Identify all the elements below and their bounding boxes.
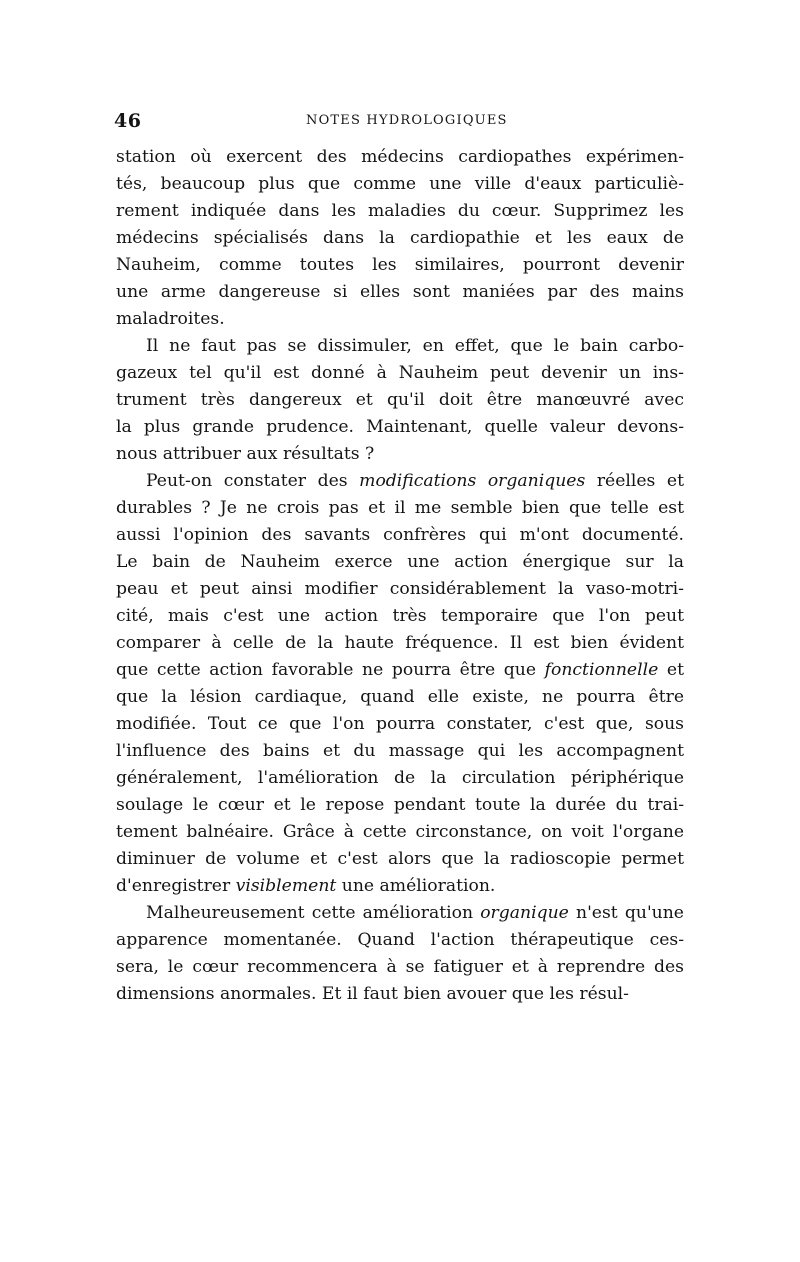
text-line: aussi l'opinion des savants confrères qui m'ont documenté. — [116, 525, 684, 545]
paragraph — [116, 333, 684, 468]
text-line: l'influence des bains et du massage qui les accompagnent — [116, 741, 684, 761]
body-text — [116, 144, 684, 1008]
italic-text: organique — [480, 903, 569, 923]
text-line: gazeux tel qu'il est donné à Nauheim peut devenir un ins- — [116, 363, 684, 383]
italic-text: modifications organiques — [359, 471, 586, 491]
text-line: la plus grande prudence. Maintenant, quelle valeur devons- — [116, 417, 684, 437]
text-run: d'enregistrer — [116, 876, 236, 896]
text-line — [116, 468, 684, 495]
text-run: Malheureusement cette amélioration — [146, 903, 481, 923]
page-header — [114, 110, 694, 134]
text-run: que cette action favorable ne pourra être que — [116, 660, 545, 680]
paragraph — [116, 144, 684, 333]
text-line: Nauheim, comme toutes les similaires, pourront devenir — [116, 255, 684, 275]
text-run: n'est qu'une — [568, 903, 684, 923]
text-line: diminuer de volume et c'est alors que la radioscopie permet — [116, 849, 684, 869]
text-line: une arme dangereuse si elles sont maniées par des mains — [116, 282, 684, 302]
text-line: sera, le cœur recommencera à se fatiguer et à reprendre des — [116, 957, 684, 977]
running-title: NOTES HYDROLOGIQUES — [306, 113, 508, 128]
text-line: trument très dangereux et qu'il doit être manœuvré avec — [116, 390, 684, 410]
text-line: rement indiquée dans les maladies du cœur. Supprimez les — [116, 201, 684, 221]
text-line: dimensions anormales. Et il faut bien avouer que les résul- — [116, 984, 629, 1004]
text-line: cité, mais c'est une action très temporaire que l'on peut — [116, 606, 684, 626]
text-line: durables ? Je ne crois pas et il me semble bien que telle est — [116, 498, 684, 518]
paragraph — [116, 900, 684, 1008]
page-number: 46 — [114, 110, 142, 132]
text-line — [116, 873, 684, 900]
text-line: tés, beaucoup plus que comme une ville d'eaux particuliè- — [116, 174, 684, 194]
text-line: nous attribuer aux résultats ? — [116, 444, 375, 464]
text-run: et — [658, 660, 684, 680]
text-line: station où exercent des médecins cardiopathes expérimen- — [116, 147, 684, 167]
italic-text: fonctionnelle — [544, 660, 659, 680]
text-line: peau et peut ainsi modifier considérablement la vaso-motri- — [116, 579, 684, 599]
text-line: médecins spécialisés dans la cardiopathie et les eaux de — [116, 228, 684, 248]
text-line: maladroites. — [116, 309, 225, 329]
text-line: généralement, l'amélioration de la circulation périphérique — [116, 768, 684, 788]
text-line: apparence momentanée. Quand l'action thérapeutique ces- — [116, 930, 684, 950]
text-line: Le bain de Nauheim exerce une action énergique sur la — [116, 552, 684, 572]
text-line — [116, 900, 684, 927]
text-run: Peut-on constater des — [146, 471, 360, 491]
italic-text: visiblement — [235, 876, 337, 896]
text-line: soulage le cœur et le repose pendant toute la durée du trai- — [116, 795, 684, 815]
text-line: modifiée. Tout ce que l'on pourra constater, c'est que, sous — [116, 714, 684, 734]
text-line: que la lésion cardiaque, quand elle existe, ne pourra être — [116, 687, 684, 707]
text-line: Il ne faut pas se dissimuler, en effet, que le bain carbo- — [146, 336, 684, 356]
text-run: une amélioration. — [336, 876, 496, 896]
text-line — [116, 657, 684, 684]
text-run: réelles et — [585, 471, 684, 491]
text-line: tement balnéaire. Grâce à cette circonstance, on voit l'organe — [116, 822, 684, 842]
text-line: comparer à celle de la haute fréquence. Il est bien évident — [116, 633, 684, 653]
paragraph — [116, 468, 684, 900]
